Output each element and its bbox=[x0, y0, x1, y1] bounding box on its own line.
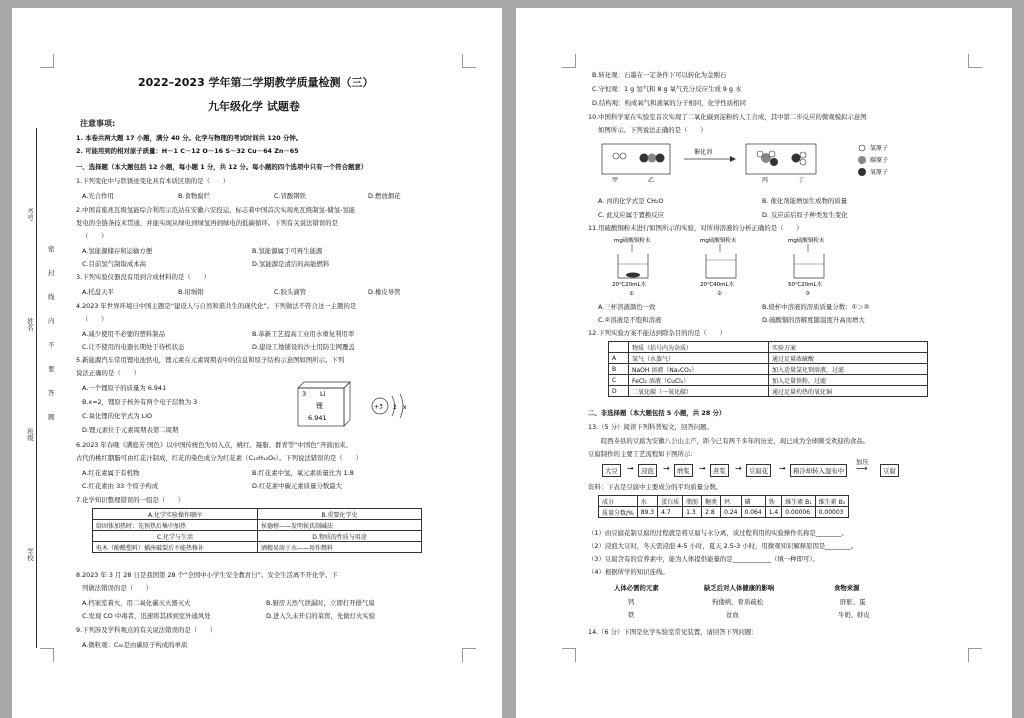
table-cell: 水 bbox=[637, 496, 657, 507]
q14-stem: 14.（6 分）下图是化学实验室常见装置，请回答下列问题： bbox=[588, 628, 758, 636]
q10-option-a: A. 丙的化学式是 CH₂O bbox=[598, 197, 664, 205]
q2-option-b: B.氢能源属于可再生能源 bbox=[252, 247, 323, 255]
table-cell: 铁 bbox=[765, 496, 782, 507]
carbon-atom-icon bbox=[858, 156, 866, 164]
table-row bbox=[609, 375, 928, 386]
q2-line-1: 2.中国首座兆瓦级氢能综合利用示范站在安徽六安投运，标志着中国首次实现兆瓦级制氢-储氢-氢能 bbox=[76, 206, 356, 214]
q10-option-b: B. 催化剂能增加生成物的质量 bbox=[762, 197, 848, 205]
class-label: 班级 bbox=[26, 428, 34, 441]
q6-line-1: 6.2023 年春晚《满庭芳·国色》以中国传统色为切入点，桃红、凝脂、群青等“中国色”齐面而来。 bbox=[76, 441, 352, 449]
q13-line-1: 皖西寿县的豆腐为安徽八公山主产，距今已有两千多年的历史，现已成为全球颇受欢迎的食品。 bbox=[588, 437, 870, 445]
table-cell: 糖类 bbox=[702, 496, 721, 507]
crop-mark bbox=[968, 54, 982, 68]
table-cell: 成分 bbox=[599, 496, 638, 507]
q10-line-1: 10.中国科学家在实验室首次实现了二氧化碳到淀粉的人工合成，其中第二步反应的微观模拟示意图 bbox=[588, 113, 867, 121]
atomic-number: 3 bbox=[302, 390, 307, 398]
crop-mark bbox=[968, 648, 982, 662]
table-cell: 0.064 bbox=[741, 507, 765, 518]
link-item: 肝脏、蛋 bbox=[840, 598, 866, 606]
table-cell: NaOH 溶液（Na₂CO₃） bbox=[629, 364, 769, 375]
q11-option-d: D.硫酸铜的溶解度随温度升高而增大 bbox=[762, 316, 865, 324]
seal-char: 封 bbox=[48, 269, 55, 277]
seal-char: 要 bbox=[48, 365, 55, 373]
crop-mark bbox=[462, 648, 476, 662]
exam-title: 2022–2023 学年第二学期教学质量检测（三） bbox=[138, 76, 374, 89]
lithium-element-figure bbox=[294, 380, 424, 428]
table-row bbox=[609, 364, 928, 375]
beaker-label: 50℃20mL水 bbox=[788, 282, 823, 288]
link-item: 钙 bbox=[628, 598, 635, 606]
table-cell: 0.00003 bbox=[815, 507, 848, 518]
table-cell: 维生素 B₁ bbox=[782, 496, 815, 507]
q2-line-3: （ ） bbox=[82, 232, 108, 240]
q9-option-b: B.转化观：石墨在一定条件下可以转化为金刚石 bbox=[592, 71, 727, 79]
link-item: 牛奶、虾皮 bbox=[838, 611, 870, 619]
table-cell: 酒精易溶于水——用作燃料 bbox=[258, 542, 422, 553]
crop-mark bbox=[562, 648, 576, 662]
exam-no-label: 考号 bbox=[26, 208, 34, 221]
powder-tag: mg硫酸铜粉末 bbox=[614, 238, 651, 244]
powder-tag: mg硫酸铜粉末 bbox=[700, 238, 737, 244]
q11-option-c: C.②溶液是不饱和溶液 bbox=[598, 316, 662, 324]
q1-option-b: B.食物腐烂 bbox=[178, 192, 210, 200]
q5-option-a: A.一个锂原子的质量为 6.941 bbox=[82, 384, 167, 392]
q7-stem: 7.化学知识整理错误的一组是（ ） bbox=[76, 496, 185, 504]
q1-stem: 1.下列变化中与铁锈迹变化具有本质区别的是（ ） bbox=[76, 177, 230, 185]
q8-option-a: A.档案室着火，用二氧化碳灭火器灭火 bbox=[82, 599, 191, 607]
element-symbol: Li bbox=[320, 390, 326, 398]
table-cell: C.化学与生活 bbox=[93, 531, 258, 542]
table-cell: 质量分数/% bbox=[599, 507, 638, 518]
exam-subtitle: 九年级化学 试题卷 bbox=[208, 100, 300, 113]
table-cell: B.重要化学史 bbox=[258, 509, 422, 520]
molecule-label: 丙 bbox=[762, 177, 769, 184]
beaker-number: ① bbox=[629, 291, 634, 297]
table-cell: FeCl₂ 溶液（CuCl₂） bbox=[629, 375, 769, 386]
table-cell: 0.00006 bbox=[782, 507, 815, 518]
q4-option-b: B.革新工艺提高工业用水重复利用率 bbox=[252, 330, 355, 338]
q2-option-c: C.目前氢气制取成本高 bbox=[82, 260, 147, 268]
exam-page-2: B.转化观：石墨在一定条件下可以转化为金刚石 C.守恒观：1 g 氢气和 8 g 氧气充分反应生成 9 g 水 D.结构观：构成氧气和液氧的分子相同，化学性质相同 10.中国科学家在实验室首次实现了二氧化碳到淀粉的人工合成，其中第二步反应的微观模拟示意图 如图所示。下列说法正确的是（ ） 甲 乙 催化剂 丙 丁 氢原子 碳原子 氧原子 A. 丙的化学式是 CH₂O B. 催化剂能增加生成物的质量 C. 此反应属于置换反应 D. 反应前后原子种类发生变化 11.用硫酸铜粉末进行如图所示的实验，对所得溶液的分析正确的是（ ） mg硫酸铜粉末 20℃20mL水 ① mg硫酸铜粉末 20℃40mL水 ② mg硫酸铜粉末 50℃20mL水 ③ A.三杯溶液颜色一致 B.烧杯中溶液的溶质质量分数：①＞② C.②溶液是不饱和溶液 D.硫酸铜的溶解度随温度升高而增大 12.下列实验方案不能达到除杂目的的是（ ） 物质（括号内为杂质） 实验方案 A 氢气（水蒸气） 通过足量浓硫酸 B NaOH 溶液（Na₂CO₃） 加入适量氯化钡溶液，过滤 C FeCl₂ 溶液（CuCl₂） 加入足量铁粉，过滤 D 二氧化碳（一氧化碳） 通过足量灼热的氧化铜 二、非选择题（本大题包括 5 小题，共 28 分） 13.（5 分）阅读下列科普短文，回答问题。 皖西寿县的豆腐为安徽八公山主产，距今已有两千多年的历史，现已成为全球颇受欢迎的食品。 豆腐制作的主要工艺流程如下图所示： 大豆 → 浸泡 → 磨浆 → 煮浆 → 豆腐花 → 箱冷却转入湿布中 加压 ⟶ 豆腐 资料：下表是豆腐中主要成分的平均质量分数。 成分 水 蛋白质 脂肪 糖类 钙 磷 铁 维生素 B₁ 维生素 B₂ 质量分数/% 89.3 4.7 1.3 2.8 0.24 0.064 1.4 0.00006 0.00003 （1）由豆腐花制豆腐的过程就是将豆腐与水分离，该过程利用的实验操作名称是________。 （2）浸泡大豆时，冬天需浸泡 4-5 小时，夏天 2.5-3 小时，用微观知识解释原因是________。 （3）豆腐含有的营养素中，能为人体提供能量的是____________（填一种即可）。 （4）根据所学的知识连线。 人体必需的元素 缺乏后对人体健康的影响 食物来源 钙 佝偻病、骨质疏松 肝脏、蛋 铁 贫血 牛奶、虾皮 14.（6 分）下图是化学实验室常见装置，请回答下列问题： bbox=[516, 8, 1012, 718]
crop-mark bbox=[462, 54, 476, 68]
beaker-experiment bbox=[612, 236, 862, 298]
element-name: 锂 bbox=[316, 402, 323, 410]
beaker-number: ② bbox=[717, 291, 722, 297]
table-cell: 钙 bbox=[721, 496, 741, 507]
section-1-heading: 一、选择题（本大题包括 12 小题，每小题 1 分，共 12 分。每小题的四个选项中只有一个符合题意） bbox=[76, 163, 368, 171]
q4-line-2: （ ） bbox=[82, 315, 108, 323]
flow-step: 煮浆 bbox=[710, 464, 729, 477]
q2-option-a: A.氢能源储存和运输方便 bbox=[82, 247, 153, 255]
flow-press-label: 加压 bbox=[856, 458, 869, 466]
q11-option-a: A.三杯溶液颜色一致 bbox=[598, 303, 656, 311]
q6-option-d: D.红花素中碳元素质量分数最大 bbox=[252, 482, 343, 490]
q5-line-1: 5.新能源汽车常用锂电池供电，锂元素在元素周期表中的信息和原子结构示意图如图所示。下列 bbox=[76, 356, 345, 364]
q10-option-d: D. 反应前后原子种类发生变化 bbox=[762, 211, 848, 219]
reaction-diagram bbox=[600, 140, 940, 186]
seal-char: 题 bbox=[48, 413, 55, 421]
seal-char: 答 bbox=[48, 389, 55, 397]
atomic-mass: 6.941 bbox=[308, 414, 327, 422]
table-cell: 物质（括号内为杂质） bbox=[629, 342, 769, 353]
q8-option-b: B.厨房天然气泄漏时，立即打开排气扇 bbox=[266, 599, 375, 607]
q10-line-2: 如图所示。下列说法正确的是（ ） bbox=[598, 126, 707, 134]
q5-option-c: C.氧化锂的化学式为 LiO bbox=[82, 412, 153, 420]
table-row bbox=[93, 542, 422, 553]
table-cell: 蛋白质 bbox=[658, 496, 683, 507]
table-row bbox=[599, 507, 849, 518]
flow-step: 箱冷却转入湿布中 bbox=[790, 464, 847, 477]
beaker-2 bbox=[700, 236, 737, 297]
legend-label: 氢原子 bbox=[870, 145, 889, 152]
q4-option-c: C.让不使用的电器长期处于待机状态 bbox=[82, 343, 185, 351]
table-cell: A bbox=[609, 353, 629, 364]
q4-option-d: D.建设工地铺设的沙土用防尘网覆盖 bbox=[252, 343, 355, 351]
table-cell: 加入适量氯化钡溶液，过滤 bbox=[769, 364, 928, 375]
table-cell: 二氧化碳（一氧化碳） bbox=[629, 386, 769, 397]
link-head: 缺乏后对人体健康的影响 bbox=[704, 584, 775, 592]
q13-sub-3: （3）豆腐含有的营养素中，能为人体提供能量的是____________（填一种即可）。 bbox=[588, 555, 819, 563]
binding-line bbox=[36, 128, 37, 648]
crop-mark bbox=[40, 648, 54, 662]
q13-sub-4: （4）根据所学的知识连线。 bbox=[588, 568, 669, 576]
table-cell: 通过足量浓硫酸 bbox=[769, 353, 928, 364]
q5-line-2: 说法正确的是（ ） bbox=[76, 369, 140, 377]
table-cell: D bbox=[609, 386, 629, 397]
nucleus-charge: +3 bbox=[374, 403, 383, 411]
q1-option-a: A.光合作用 bbox=[82, 192, 114, 200]
q3-option-c: C.胶头滴管 bbox=[274, 288, 307, 296]
flow-step: 大豆 bbox=[602, 464, 621, 477]
q7-table bbox=[92, 508, 422, 553]
table-row bbox=[93, 531, 422, 542]
table-cell bbox=[609, 342, 629, 353]
link-item: 铁 bbox=[628, 611, 635, 619]
catalyst-label: 催化剂 bbox=[694, 149, 713, 156]
name-label: 姓名 bbox=[26, 318, 34, 331]
seal-char: 密 bbox=[48, 245, 55, 253]
table-row bbox=[599, 496, 849, 507]
link-head: 食物来源 bbox=[834, 584, 860, 592]
q13-sub-2: （2）浸泡大豆时，冬天需浸泡 4-5 小时，夏天 2.5-3 小时，用微观知识解释原因是________。 bbox=[588, 542, 858, 550]
table-cell: 给固体加热时：先预热后集中加热 bbox=[93, 520, 258, 531]
q13-data-title: 资料：下表是豆腐中主要成分的平均质量分数。 bbox=[588, 483, 723, 491]
q9-option-d: D.结构观：构成氧气和液氧的分子相同，化学性质相同 bbox=[592, 99, 746, 107]
table-cell: 氢气（水蒸气） bbox=[629, 353, 769, 364]
q5-option-d: D.锂元素位于元素周期表第二周期 bbox=[82, 426, 179, 434]
legend-label: 氧原子 bbox=[870, 169, 889, 176]
beaker-label: 20℃20mL水 bbox=[612, 282, 647, 288]
q4-option-a: A.减少使用不必要的塑料制品 bbox=[82, 330, 165, 338]
notes-heading: 注意事项: bbox=[80, 119, 116, 128]
q12-table bbox=[608, 341, 928, 397]
table-cell: B bbox=[609, 364, 629, 375]
hydrogen-atom-icon bbox=[859, 145, 865, 151]
q9-stem: 9.下列涉及学科观点的有关说法错误的是（ ） bbox=[76, 626, 217, 634]
link-item: 佝偻病、骨质疏松 bbox=[712, 598, 764, 606]
q13-table bbox=[598, 495, 849, 518]
q6-option-c: C.红花素由 33 个原子构成 bbox=[82, 482, 159, 490]
q6-option-a: A.红花素属于有机物 bbox=[82, 469, 140, 477]
table-cell: 侯德榜——发明侯氏制碱法 bbox=[258, 520, 422, 531]
q13-stem: 13.（5 分）阅读下列科普短文，回答问题。 bbox=[588, 423, 713, 431]
table-row bbox=[609, 386, 928, 397]
q3-option-d: D.橡皮导管 bbox=[368, 288, 401, 296]
link-item: 贫血 bbox=[726, 611, 739, 619]
powder-tag: mg硫酸铜粉末 bbox=[788, 238, 825, 244]
beaker-number: ③ bbox=[805, 291, 810, 297]
crop-mark bbox=[40, 54, 54, 68]
table-row bbox=[93, 509, 422, 520]
section-2-heading: 二、非选择题（本大题包括 5 小题，共 28 分） bbox=[588, 409, 726, 417]
oxygen-atom-icon bbox=[858, 168, 866, 176]
table-cell: C bbox=[609, 375, 629, 386]
q8-line-2: 列做法错误的是（ ） bbox=[82, 584, 153, 592]
note-1: 1. 本卷共两大题 17 小题，满分 40 分。化学与物理的考试时间共 120 分钟。 bbox=[76, 134, 303, 142]
table-cell: 1.4 bbox=[765, 507, 782, 518]
q12-stem: 12.下列实验方案不能达到除杂目的的是（ ） bbox=[588, 329, 726, 337]
table-cell: 89.3 bbox=[637, 507, 657, 518]
school-label: 学校 bbox=[26, 548, 34, 561]
q11-option-b: B.烧杯中溶液的溶质质量分数：①＞② bbox=[762, 303, 870, 311]
table-cell: A.化学实验操作顺序 bbox=[93, 509, 258, 520]
q8-line-1: 8.2023 年 3 月 28 日是我国第 28 个“全国中小学生安全教育日”。安全生活离不开化学。下 bbox=[76, 571, 338, 579]
table-cell: 加入足量铁粉，过滤 bbox=[769, 375, 928, 386]
beaker-1 bbox=[612, 236, 651, 297]
q11-stem: 11.用硫酸铜粉末进行如图所示的实验，对所得溶液的分析正确的是（ ） bbox=[588, 224, 803, 232]
table-cell: D.物质的性质与用途 bbox=[258, 531, 422, 542]
beaker-3 bbox=[788, 236, 825, 297]
table-cell: 电木（酚醛塑料）插座破裂后不能热修补 bbox=[93, 542, 258, 553]
q2-line-2: 发电的全链条技术贯通，并能实现从绿电到绿氢再到绿电的低碳循环。下列有关说法错误的是 bbox=[76, 219, 339, 227]
q8-option-c: C.发现 CO 中毒者，迅速将其移到室外通风处 bbox=[82, 612, 211, 620]
note-2: 2. 可能用到的相对原子质量：H－1 C－12 O－16 S－32 Cu－64 Zn－65 bbox=[76, 147, 299, 155]
q3-option-b: B.坩埚钳 bbox=[178, 288, 204, 296]
crop-mark bbox=[562, 54, 576, 68]
q1-option-d: D.燃放烟花 bbox=[368, 192, 401, 200]
seal-char: 不 bbox=[48, 341, 55, 349]
legend-label: 碳原子 bbox=[870, 157, 889, 164]
q5-option-b: B.x=2，锂原子核外有两个电子层数为 3 bbox=[82, 398, 198, 406]
molecule-label: 乙 bbox=[648, 177, 655, 184]
molecule-label: 甲 bbox=[612, 177, 619, 184]
table-row bbox=[609, 342, 928, 353]
q1-option-c: C.冒酸钢铁 bbox=[274, 192, 307, 200]
flow-step: 豆腐花 bbox=[746, 464, 771, 477]
q9-option-c: C.守恒观：1 g 氢气和 8 g 氧气充分反应生成 9 g 水 bbox=[592, 85, 742, 93]
flow-step: 磨浆 bbox=[674, 464, 693, 477]
seal-char: 线 bbox=[48, 293, 55, 301]
exam-page-1 bbox=[12, 8, 502, 718]
q3-stem: 3.下列实验仪器没有用到合成材料的是（ ） bbox=[76, 273, 210, 281]
table-row bbox=[93, 520, 422, 531]
table-row bbox=[609, 353, 928, 364]
table-cell: 0.24 bbox=[721, 507, 741, 518]
beaker-label: 20℃40mL水 bbox=[700, 282, 735, 288]
table-cell: 脂肪 bbox=[683, 496, 702, 507]
link-head: 人体必需的元素 bbox=[614, 584, 659, 592]
q8-option-d: D.进入久未开启的菜窖，先做灯火实验 bbox=[266, 612, 376, 620]
q4-stem: 4.2023 年世界环境日中国主题是“建设人与自然和谐共生的现代化”。下列做法不符合这一主题的是 bbox=[76, 302, 357, 310]
q6-line-2: 古代的桃红胭脂可由红花汁制成，红花的染色成分为红花素（C₁₅H₁₂O₆）。下列说法错误的是（ ） bbox=[76, 454, 362, 462]
molecule-label: 丁 bbox=[798, 177, 805, 184]
q6-option-b: B.红花素中氢、氧元素质量比为 1:8 bbox=[252, 469, 354, 477]
q10-option-c: C. 此反应属于置换反应 bbox=[598, 211, 665, 219]
svg-text:2: 2 bbox=[393, 404, 397, 411]
flow-step: 豆腐 bbox=[880, 464, 899, 477]
table-cell: 4.7 bbox=[658, 507, 683, 518]
q9-option-a: A.微粒观：C₆₀是由碳原子构成的单质 bbox=[82, 641, 188, 649]
q13-sub-1: （1）由豆腐花制豆腐的过程就是将豆腐与水分离，该过程利用的实验操作名称是________。 bbox=[588, 529, 848, 537]
table-cell: 1.3 bbox=[683, 507, 702, 518]
q13-line-2: 豆腐制作的主要工艺流程如下图所示： bbox=[588, 450, 697, 458]
table-cell: 磷 bbox=[741, 496, 765, 507]
q3-option-a: A.托盘天平 bbox=[82, 288, 114, 296]
table-cell: 2.8 bbox=[702, 507, 721, 518]
table-cell: 维生素 B₂ bbox=[815, 496, 848, 507]
q2-option-d: D.氢能源是清洁的高能燃料 bbox=[252, 260, 330, 268]
outer-electrons: x bbox=[403, 404, 407, 411]
flow-step: 浸泡 bbox=[638, 464, 657, 477]
table-cell: 通过足量灼热的氧化铜 bbox=[769, 386, 928, 397]
table-cell: 实验方案 bbox=[769, 342, 928, 353]
seal-char: 内 bbox=[48, 317, 55, 325]
